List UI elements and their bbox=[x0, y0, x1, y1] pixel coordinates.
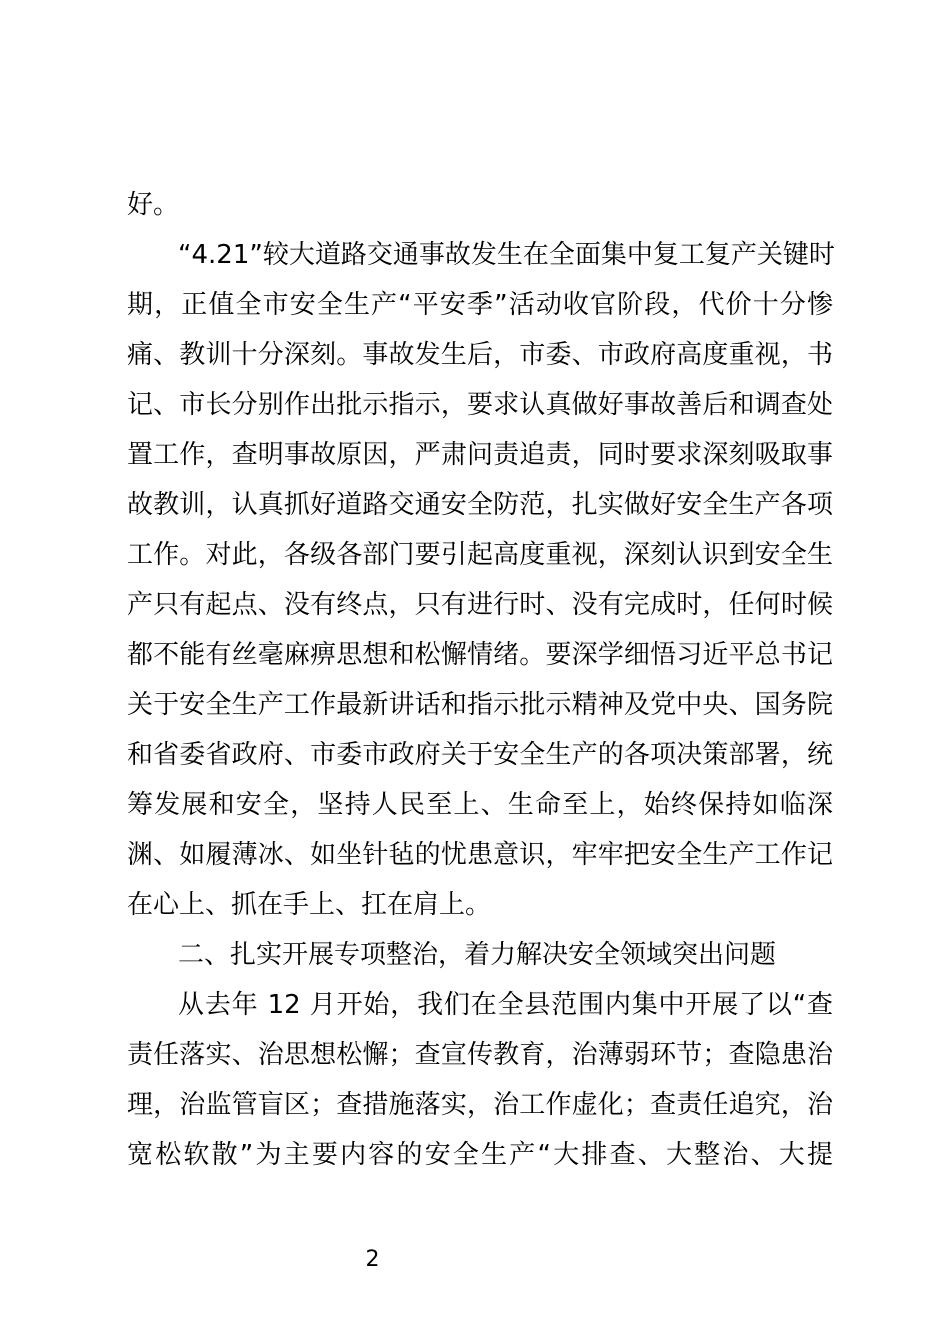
text-line-1: 好。 bbox=[127, 190, 180, 220]
text-line-10: 都不能有丝毫麻痹思想和松懈情绪。要深学细悟习近平总书记 bbox=[127, 640, 833, 670]
text-line-14: 渊、如履薄冰、如坐针毡的忧患意识，牢牢把安全生产工作记 bbox=[127, 840, 833, 870]
text-line-6: 置工作，查明事故原因，严肃问责追责，同时要求深刻吸取事 bbox=[127, 440, 833, 470]
text-line-2: “4.21”较大道路交通事故发生在全面集中复工复产关键时 bbox=[178, 240, 835, 270]
text-line-20: 宽松软散”为主要内容的安全生产“大排查、大整治、大提 bbox=[127, 1140, 833, 1170]
text-line-7: 故教训，认真抓好道路交通安全防范，扎实做好安全生产各项 bbox=[127, 490, 833, 520]
text-line-4: 痛、教训十分深刻。事故发生后，市委、市政府高度重视，书 bbox=[127, 340, 833, 370]
text-line-19: 理，治监管盲区；查措施落实，治工作虚化；查责任追究，治 bbox=[127, 1090, 833, 1120]
text-line-12: 和省委省政府、市委市政府关于安全生产的各项决策部署，统 bbox=[127, 740, 833, 770]
text-line-9: 产只有起点、没有终点，只有进行时、没有完成时，任何时候 bbox=[127, 590, 833, 620]
text-line-15: 在心上、抓在手上、扛在肩上。 bbox=[127, 890, 492, 920]
text-line-5: 记、市长分别作出批示指示，要求认真做好事故善后和调查处 bbox=[127, 390, 833, 420]
text-line-3: 期，正值全市安全生产“平安季”活动收官阶段，代价十分惨 bbox=[127, 290, 833, 320]
text-line-18: 责任落实、治思想松懈；查宣传教育，治薄弱环节；查隐患治 bbox=[127, 1040, 833, 1070]
text-line-17: 从去年 12 月开始，我们在全县范围内集中开展了以“查 bbox=[178, 990, 833, 1020]
text-line-11: 关于安全生产工作最新讲话和指示批示精神及党中央、国务院 bbox=[127, 690, 833, 720]
text-line-8: 工作。对此，各级各部门要引起高度重视，深刻认识到安全生 bbox=[127, 540, 833, 570]
section-heading: 二、扎实开展专项整治，着力解决安全领域突出问题 bbox=[178, 940, 777, 970]
text-line-13: 筹发展和安全，坚持人民至上、生命至上，始终保持如临深 bbox=[127, 790, 833, 820]
page-number: 2 bbox=[365, 1247, 380, 1272]
